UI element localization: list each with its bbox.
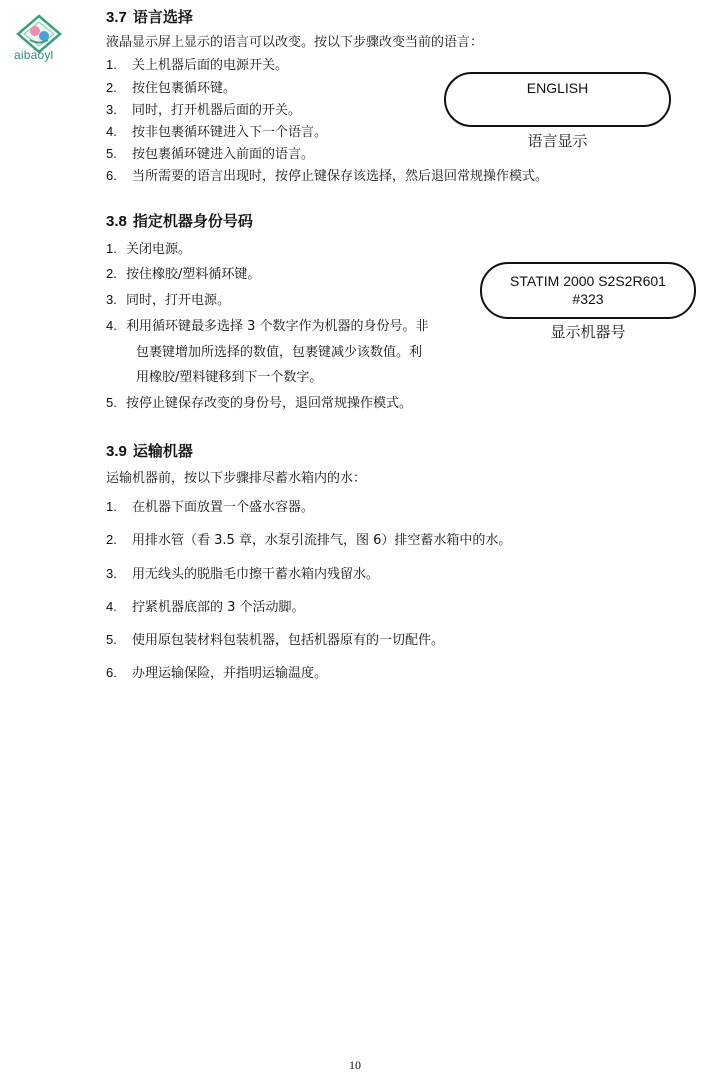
step-number: 5. [106, 395, 117, 410]
step-number: 4. [106, 124, 117, 139]
language-display-caption: 语言显示 [527, 132, 588, 150]
step-text: 按停止键保存改变的身份号，退回常规操作模式。 [126, 396, 413, 411]
section-3-9-intro: 运输机器前，按以下步骤排尽蓄水箱内的水： [106, 471, 367, 486]
step-number: 2. [106, 532, 117, 547]
step-number: 2. [106, 80, 117, 95]
lcd-text: ENGLISH [526, 80, 589, 96]
step-text: 按包裹循环键进入前面的语言。 [132, 147, 315, 162]
section-3-9-title [106, 440, 193, 461]
step-text: 当所需要的语言出现时，按停止键保存该选择，然后退回常规操作模式。 [132, 169, 549, 184]
step-number: 6. [106, 665, 117, 680]
lcd-line-1: STATIM 2000 S2S2R601 [510, 273, 666, 289]
step-text: 包裹键增加所选择的数值，包裹键减少该数值。利 [136, 345, 423, 360]
step-number: 3. [106, 102, 117, 117]
list-item [106, 238, 191, 257]
step-number: 4. [106, 318, 117, 333]
section-number: 3.8 [106, 213, 127, 230]
list-item [106, 54, 288, 73]
list-item [106, 496, 314, 515]
list-item [106, 121, 327, 140]
step-text: 用无线头的脱脂毛巾擦干蓄水箱内残留水。 [132, 567, 380, 582]
list-item [106, 289, 230, 308]
step-number: 3. [106, 292, 117, 307]
step-text: 按住橡胶/塑料循环键。 [126, 267, 261, 282]
section-title-text: 语言选择 [132, 8, 193, 26]
step-text: 同时，打开电源。 [126, 293, 231, 308]
section-number: 3.9 [106, 443, 127, 460]
step-number: 4. [106, 599, 117, 614]
step-text: 利用循环键最多选择 3 个数字作为机器的身份号。非 [126, 319, 429, 334]
step-number: 3. [106, 566, 117, 581]
step-number: 5. [106, 146, 117, 161]
list-item [106, 662, 327, 681]
section-title-text: 运输机器 [132, 442, 193, 460]
page-number: 10 [349, 1058, 361, 1072]
section-title-text: 指定机器身份号码 [132, 212, 253, 230]
list-item [106, 563, 379, 582]
list-item [106, 629, 444, 648]
list-item [106, 77, 236, 96]
section-3-7-intro: 液晶显示屏上显示的语言可以改变。按以下步骤改变当前的语言： [106, 35, 484, 50]
list-item [106, 99, 301, 118]
step-text: 关闭电源。 [126, 242, 192, 257]
step-number: 1. [106, 241, 117, 256]
step-text: 用排水管（看 3.5 章，水泵引流排气，图 6）排空蓄水箱中的水。 [132, 533, 512, 548]
machine-id-lcd-display [480, 262, 696, 319]
step-text: 办理运输保险，并指明运输温度。 [132, 666, 328, 681]
list-item [106, 392, 412, 411]
list-item [106, 143, 314, 162]
list-item [106, 596, 305, 615]
step-text: 同时，打开机器后面的开关。 [132, 103, 302, 118]
lcd-line-2: #323 [572, 291, 604, 307]
step-number: 5. [106, 632, 117, 647]
section-3-8-title [106, 210, 253, 231]
step-text: 拧紧机器底部的 3 个活动脚。 [132, 600, 305, 615]
step-text: 在机器下面放置一个盛水容器。 [132, 500, 315, 515]
list-item-continuation [136, 341, 422, 360]
step-number: 1. [106, 57, 117, 72]
step-number: 1. [106, 499, 117, 514]
step-number: 2. [106, 266, 117, 281]
list-item [106, 315, 429, 334]
step-text: 关上机器后面的电源开关。 [132, 58, 289, 73]
step-text: 按住包裹循环键。 [132, 81, 237, 96]
list-item [106, 529, 511, 548]
logo-text: aibaoyl [14, 48, 54, 62]
machine-id-display-caption: 显示机器号 [550, 323, 626, 341]
list-item-continuation [136, 366, 322, 385]
step-number: 6. [106, 168, 117, 183]
list-item [106, 165, 548, 184]
step-text: 用橡胶/塑料键移到下一个数字。 [136, 370, 323, 385]
list-item [106, 263, 260, 282]
section-number: 3.7 [106, 9, 127, 26]
section-3-7-title [106, 6, 193, 27]
step-text: 使用原包装材料包装机器，包括机器原有的一切配件。 [132, 633, 445, 648]
step-text: 按非包裹循环键进入下一个语言。 [132, 125, 328, 140]
language-lcd-display [444, 72, 671, 127]
